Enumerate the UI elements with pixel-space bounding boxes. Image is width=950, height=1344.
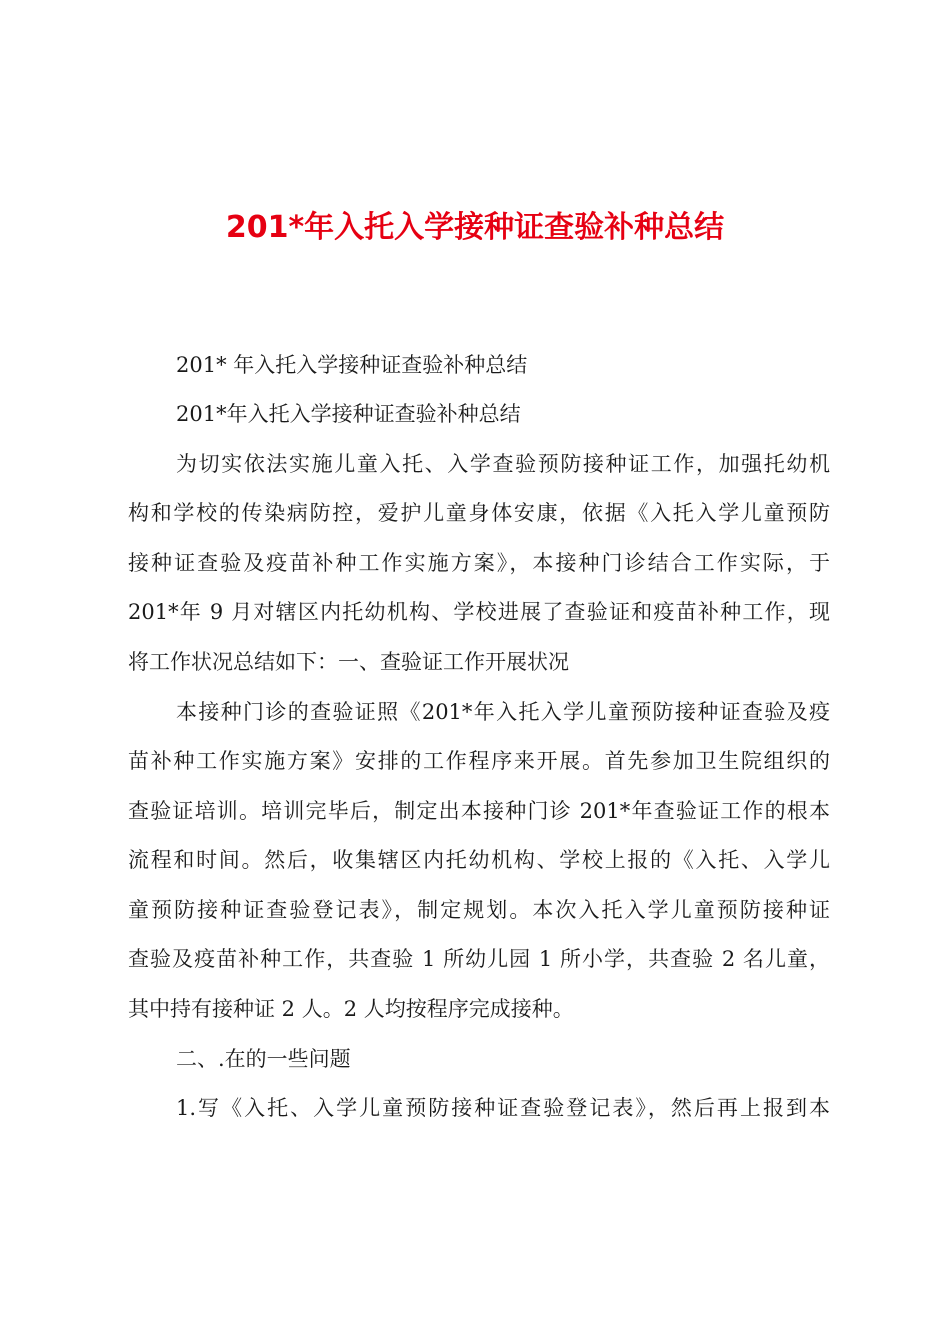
subtitle-line-2: 201*年入托入学接种证查验补种总结 bbox=[176, 402, 521, 426]
paragraph-1-line-5: 将工作状况总结如下：一、查验证工作开展状况 bbox=[128, 650, 569, 674]
paragraph-2-line-1: 本接种门诊的查验证照《201*年入托入学儿童预防接种证查验及疫 bbox=[176, 700, 830, 724]
paragraph-2-line-5: 童预防接种证查验登记表》，制定规划。本次入托入学儿童预防接种证 bbox=[128, 898, 830, 922]
document-title: 201*年入托入学接种证查验补种总结 bbox=[225, 210, 725, 245]
paragraph-2-line-2: 苗补种工作实施方案》安排的工作程序来开展。首先参加卫生院组织的 bbox=[128, 749, 830, 773]
subtitle-line-1: 201* 年入托入学接种证查验补种总结 bbox=[176, 353, 528, 377]
paragraph-1-line-3: 接种证查验及疫苗补种工作实施方案》，本接种门诊结合工作实际，于 bbox=[128, 551, 830, 575]
paragraph-1-line-1: 为切实依法实施儿童入托、入学查验预防接种证工作，加强托幼机 bbox=[176, 452, 830, 476]
paragraph-1-line-4: 201*年 9 月对辖区内托幼机构、学校进展了查验证和疫苗补种工作，现 bbox=[128, 600, 830, 624]
paragraph-2-line-4: 流程和时间。然后，收集辖区内托幼机构、学校上报的《入托、入学儿 bbox=[128, 848, 830, 872]
paragraph-2-line-7: 其中持有接种证 2 人。2 人均按程序完成接种。 bbox=[128, 997, 574, 1021]
paragraph-1-line-2: 构和学校的传染病防控，爱护儿童身体安康，依据《入托入学儿童预防 bbox=[128, 501, 830, 525]
paragraph-2-line-3: 查验证培训。培训完毕后，制定出本接种门诊 201*年查验证工作的根本 bbox=[128, 799, 830, 823]
paragraph-2-line-6: 查验及疫苗补种工作，共查验 1 所幼儿园 1 所小学，共查验 2 名儿童， bbox=[128, 947, 830, 971]
section-heading-issues: 二、.在的一些问题 bbox=[176, 1047, 351, 1071]
paragraph-3-line-1: 1.写《入托、入学儿童预防接种证查验登记表》，然后再上报到本 bbox=[176, 1096, 830, 1120]
